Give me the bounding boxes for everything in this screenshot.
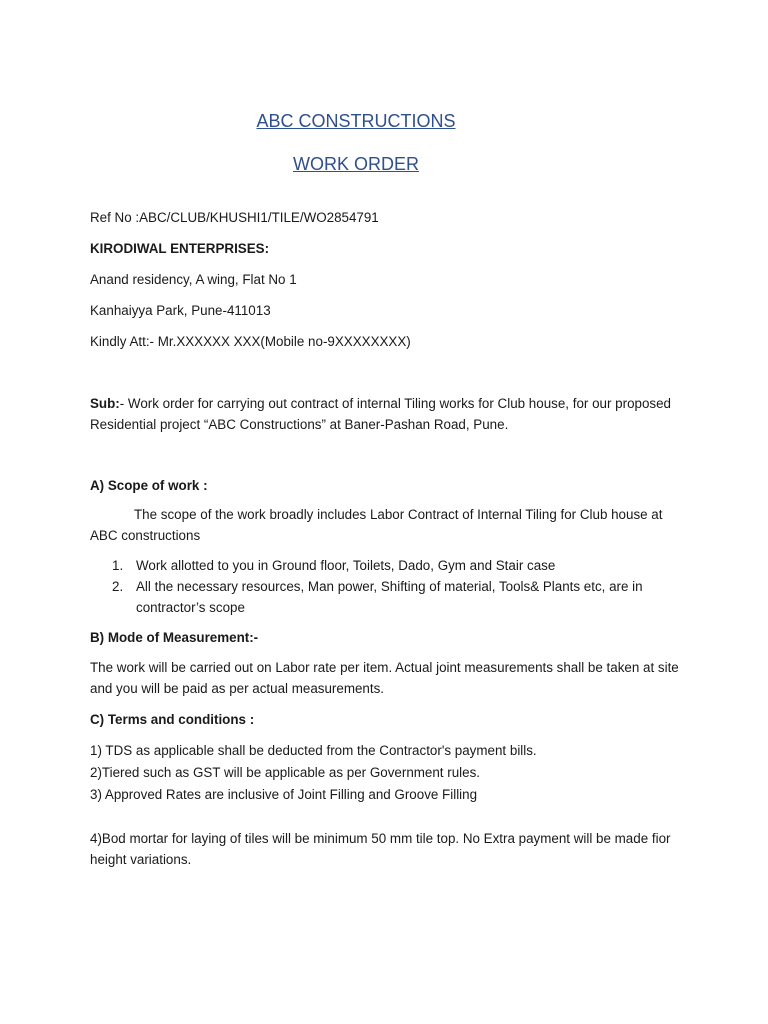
company-title: ABC CONSTRUCTIONS bbox=[256, 111, 456, 131]
terms-heading: C) Terms and conditions : bbox=[90, 712, 255, 727]
list-item-text: Work allotted to you in Ground floor, Toilets, Dado, Gym and Stair case bbox=[136, 558, 556, 573]
term-line-1: 1) TDS as applicable shall be deducted from the Contractor's payment bills. bbox=[90, 743, 537, 758]
reference-number: Ref No :ABC/CLUB/KHUSHI1/TILE/WO2854791 bbox=[90, 210, 379, 225]
scope-list bbox=[90, 555, 690, 618]
address-line-2: Kanhaiyya Park, Pune-411013 bbox=[90, 303, 271, 318]
measurement-text: The work will be carried out on Labor rate per item. Actual joint measurements shall be taken at site and you will be paid as per actual measurements. bbox=[90, 660, 679, 696]
list-item-number: 1. bbox=[112, 558, 124, 573]
list-item-number: 2. bbox=[112, 579, 124, 594]
subject-label: Sub: bbox=[90, 396, 120, 411]
subject-paragraph bbox=[90, 393, 690, 435]
attention-line: Kindly Att:- Mr.XXXXXX XXX(Mobile no-9XXXXXXXX) bbox=[90, 334, 411, 349]
list-item bbox=[90, 576, 690, 618]
scope-heading: A) Scope of work : bbox=[90, 478, 208, 493]
scope-intro: The scope of the work broadly includes Labor Contract of Internal Tiling for Club house at ABC constructions bbox=[90, 507, 663, 543]
addressee-company: KIRODIWAL ENTERPRISES: bbox=[90, 241, 270, 256]
document-title: WORK ORDER bbox=[293, 154, 419, 174]
term-line-2: 2)Tiered such as GST will be applicable as per Government rules. bbox=[90, 765, 480, 780]
term-note: 4)Bod mortar for laying of tiles will be minimum 50 mm tile top. No Extra payment will be made fior height variations. bbox=[90, 831, 671, 867]
subject-text: - Work order for carrying out contract of internal Tiling works for Club house, for our proposed Residential project “ABC Constructions” at Baner-Pashan Road, Pune. bbox=[90, 396, 671, 432]
term-line-3: 3) Approved Rates are inclusive of Joint Filling and Groove Filling bbox=[90, 787, 478, 802]
address-line-1: Anand residency, A wing, Flat No 1 bbox=[90, 272, 297, 287]
list-item bbox=[90, 555, 690, 576]
measurement-heading: B) Mode of Measurement:- bbox=[90, 630, 259, 645]
list-item-text: All the necessary resources, Man power, Shifting of material, Tools& Plants etc, are in contractor’s scope bbox=[136, 579, 643, 615]
